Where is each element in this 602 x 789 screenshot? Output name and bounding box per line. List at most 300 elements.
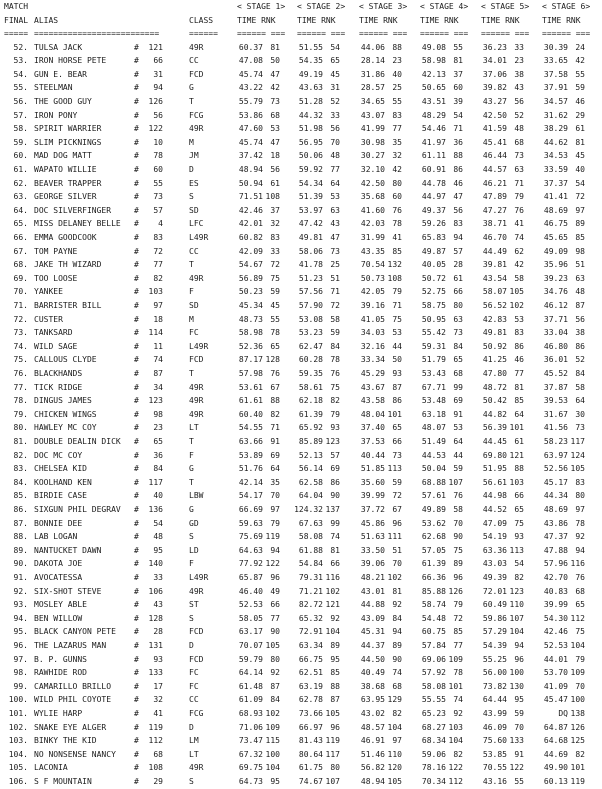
table-row (0, 190, 602, 204)
stage-6-time: 44.69 (543, 749, 568, 759)
stage-2-rank: 45 (330, 69, 340, 79)
hash-mark: # (134, 695, 139, 705)
stage-2-rank: 76 (330, 368, 340, 378)
stage-3-rank: 88 (392, 42, 402, 52)
final-rank: 95. (13, 627, 28, 637)
stage-1-time: 60.37 (238, 42, 263, 52)
stage-5-time: 60.49 (482, 600, 507, 610)
stage-2-time: 62.47 (298, 341, 323, 351)
stage-5-time: 44.57 (482, 164, 507, 174)
stage-4-time: 58.74 (421, 600, 446, 610)
stage-2-time: 59.35 (298, 368, 323, 378)
stage-1-time: 54.17 (238, 491, 263, 501)
class: FCD (189, 627, 204, 637)
stage-3-time: 31.86 (360, 69, 385, 79)
stage-3-rank: 90 (392, 654, 402, 664)
stage-4-rank: 126 (448, 586, 463, 596)
stage-6-label: < STAGE 6> (542, 2, 591, 11)
stage-2-time: 53.08 (298, 314, 323, 324)
hash-mark: # (134, 96, 139, 106)
stage-6-time: 41.09 (543, 681, 568, 691)
stage-3-rank: 73 (392, 450, 402, 460)
stage-2-rank: 71 (330, 287, 340, 297)
stage-5-time: 63.36 (482, 545, 507, 555)
stage-2-rank: 58 (330, 314, 340, 324)
stage-3-time: 51.85 (360, 464, 385, 474)
stage-6-rank: 98 (575, 246, 585, 256)
stage-4-rank: 94 (453, 232, 463, 242)
stage-5-time: 54.39 (482, 640, 507, 650)
class: M (189, 137, 194, 147)
stage-4-rank: 75 (453, 545, 463, 555)
shooter-number: 73 (153, 192, 163, 202)
stage-3-cols: TIME RNK (359, 16, 398, 25)
stage-1-rank: 68 (270, 110, 280, 120)
hash-mark: # (134, 273, 139, 283)
table-row (0, 435, 602, 449)
final-rank: 52. (13, 42, 28, 52)
stage-6-rank: 24 (575, 42, 585, 52)
stage-4-rank: 54 (453, 110, 463, 120)
stage-2-time: 56.95 (298, 137, 323, 147)
stage-5-time: 37.06 (482, 69, 507, 79)
stage-5-time: 39.81 (482, 260, 507, 270)
table-row (0, 340, 602, 354)
stage-6-rank: 38 (575, 328, 585, 338)
stage-4-rank: 92 (453, 708, 463, 718)
stage-4-rank: 107 (448, 477, 463, 487)
class: G (189, 464, 194, 474)
stage-6-rank: 124 (570, 450, 585, 460)
stage-1-rank: 80 (270, 654, 280, 664)
class: T (189, 436, 194, 446)
final-rank: 62. (13, 178, 28, 188)
stage-1-rank: 47 (270, 69, 280, 79)
stage-3-time: 56.82 (360, 763, 385, 773)
stage-2-time: 49.19 (298, 69, 323, 79)
final-rank: 79. (13, 409, 28, 419)
stage-4-time: 49.87 (421, 246, 446, 256)
final-rank: 77. (13, 382, 28, 392)
stage-2-rank: 52 (330, 96, 340, 106)
stage-6-time: 45.17 (543, 477, 568, 487)
class: FC (189, 681, 199, 691)
stage-1-rank: 90 (270, 627, 280, 637)
stage-1-time: 75.69 (238, 532, 263, 542)
class: 49R (189, 382, 204, 392)
class: ES (189, 178, 199, 188)
stage-5-rank: 59 (514, 708, 524, 718)
table-row (0, 544, 602, 558)
stage-4-time: 57.61 (421, 491, 446, 501)
table-row (0, 462, 602, 476)
stage-2-rank: 31 (330, 83, 340, 93)
stage-4-rank: 69 (453, 396, 463, 406)
stage-3-rank: 25 (392, 83, 402, 93)
stage-3-rank: 87 (392, 382, 402, 392)
stage-4-rank: 61 (453, 273, 463, 283)
stage-4-time: 58.98 (421, 56, 446, 66)
alias: BEN WILLOW (34, 613, 83, 623)
alias: SPIRIT WARRIER (34, 124, 102, 134)
alias: YANKEE (34, 287, 63, 297)
alias: DOUBLE DEALIN DICK (34, 436, 121, 446)
stage-5-rank: 61 (514, 436, 524, 446)
stage-6-time: 36.01 (543, 355, 568, 365)
stage-4-time: 50.72 (421, 273, 446, 283)
stage-1-rank: 33 (270, 246, 280, 256)
alias: MAD DOG MATT (34, 151, 92, 161)
stage-5-rank: 105 (509, 287, 524, 297)
stage-3-rank: 50 (392, 355, 402, 365)
stage-1-rank: 115 (265, 736, 280, 746)
table-row (0, 245, 602, 259)
final-rank: 55. (13, 83, 28, 93)
stage-4-time: 57.84 (421, 640, 446, 650)
final-rank: 85. (13, 491, 28, 501)
shooter-number: 94 (153, 83, 163, 93)
class: L49R (189, 572, 209, 582)
stage-3-time: 37.40 (360, 423, 385, 433)
stage-5-time: 46.44 (482, 151, 507, 161)
stage-1-rank: 84 (270, 695, 280, 705)
stage-2-time: 52.13 (298, 450, 323, 460)
stage-2-rank: 123 (325, 436, 340, 446)
stage-1-time: 45.34 (238, 300, 263, 310)
class: S (189, 532, 194, 542)
stage-5-rank: 33 (514, 42, 524, 52)
stage-4-time: 59.26 (421, 219, 446, 229)
class: 49R (189, 586, 204, 596)
class: LT (189, 423, 199, 433)
stage-3-time: 35.60 (360, 477, 385, 487)
stage-6-time: 44.62 (543, 137, 568, 147)
stage-5-time: 46.70 (482, 232, 507, 242)
stage-6-time: 49.90 (543, 763, 568, 773)
alias: IRON PONY (34, 110, 78, 120)
stage-1-time: 60.82 (238, 232, 263, 242)
stage-6-time: 44.01 (543, 654, 568, 664)
header-rule (0, 27, 602, 41)
stage-1-rank: 71 (270, 423, 280, 433)
final-rank: 63. (13, 192, 28, 202)
stage-2-time: 58.06 (298, 246, 323, 256)
stage-5-rank: 121 (509, 450, 524, 460)
hash-mark: # (134, 423, 139, 433)
alias: DOC SILVERFINGER (34, 205, 112, 215)
stage-3-time: 40.49 (360, 668, 385, 678)
stage-2-rank: 64 (330, 178, 340, 188)
shooter-number: 32 (153, 695, 163, 705)
stage-1-time: 54.55 (238, 423, 263, 433)
stage-4-time: 60.75 (421, 627, 446, 637)
class: S (189, 776, 194, 786)
stage-4-rank: 104 (448, 736, 463, 746)
stage-3-time: 39.16 (360, 300, 385, 310)
stage-2-rank: 74 (330, 532, 340, 542)
stage-4-cols: TIME RNK (420, 16, 459, 25)
shooter-number: 31 (153, 69, 163, 79)
class: LD (189, 545, 199, 555)
stage-3-rank: 59 (392, 477, 402, 487)
stage-6-time: 39.53 (543, 396, 568, 406)
table-row (0, 122, 602, 136)
alias: STEELMAN (34, 83, 73, 93)
stage-1-rank: 70 (270, 491, 280, 501)
final-rank: 74. (13, 341, 28, 351)
stage-6-rank: 55 (575, 69, 585, 79)
stage-3-time: 41.60 (360, 205, 385, 215)
hash-mark: # (134, 776, 139, 786)
stage-5-rank: 43 (514, 83, 524, 93)
stage-2-time: 51.28 (298, 96, 323, 106)
stage-6-time: 53.70 (543, 668, 568, 678)
stage-6-time: 34.53 (543, 151, 568, 161)
stage-1-time: 46.40 (238, 586, 263, 596)
stage-6-time: 45.52 (543, 368, 568, 378)
class: G (189, 504, 194, 514)
class: FC (189, 668, 199, 678)
rule-stage-6: ====== === (542, 29, 591, 38)
stage-6-rank: 52 (575, 355, 585, 365)
stage-6-rank: 126 (570, 722, 585, 732)
final-rank: 92. (13, 586, 28, 596)
alias: AVOCATESSA (34, 572, 83, 582)
stage-2-time: 71.21 (298, 586, 323, 596)
stage-1-rank: 96 (270, 572, 280, 582)
alias: BONNIE DEE (34, 518, 83, 528)
final-rank: 101. (8, 708, 28, 718)
stage-6-time: 30.39 (543, 42, 568, 52)
stage-1-rank: 108 (265, 192, 280, 202)
stage-1-time: 87.17 (238, 355, 263, 365)
shooter-number: 98 (153, 409, 163, 419)
hash-mark: # (134, 736, 139, 746)
stage-3-rank: 79 (392, 287, 402, 297)
alias: BINKY THE KID (34, 736, 97, 746)
stage-6-time: 34.76 (543, 287, 568, 297)
stage-1-rank: 32 (270, 219, 280, 229)
final-rank: 96. (13, 640, 28, 650)
stage-1-rank: 42 (270, 83, 280, 93)
stage-1-rank: 104 (265, 763, 280, 773)
final-rank: 86. (13, 504, 28, 514)
alias: DINGUS JAMES (34, 396, 92, 406)
shooter-number: 78 (153, 151, 163, 161)
hash-mark: # (134, 532, 139, 542)
stage-5-rank: 91 (514, 749, 524, 759)
stage-6-time: 52.56 (543, 464, 568, 474)
stage-4-rank: 91 (453, 409, 463, 419)
stage-1-time: 52.36 (238, 341, 263, 351)
stage-4-time: 54.48 (421, 613, 446, 623)
stage-5-time: 56.39 (482, 423, 507, 433)
shooter-number: 119 (148, 722, 163, 732)
stage-6-rank: 30 (575, 409, 585, 419)
hash-mark: # (134, 708, 139, 718)
stage-2-rank: 105 (325, 708, 340, 718)
stage-4-rank: 109 (448, 654, 463, 664)
table-row (0, 231, 602, 245)
final-rank: 100. (8, 695, 28, 705)
stage-5-rank: 56 (514, 96, 524, 106)
shooter-number: 103 (148, 287, 163, 297)
stage-1-rank: 59 (270, 287, 280, 297)
stage-5-rank: 85 (514, 396, 524, 406)
hash-mark: # (134, 559, 139, 569)
stage-3-rank: 132 (387, 260, 402, 270)
table-row (0, 367, 602, 381)
alias: RAWHIDE ROD (34, 668, 87, 678)
stage-2-time: 62.18 (298, 396, 323, 406)
stage-3-time: 28.14 (360, 56, 385, 66)
stage-2-time: 65.32 (298, 613, 323, 623)
final-rank: 64. (13, 205, 28, 215)
stage-4-time: 49.08 (421, 42, 446, 52)
alias: SIXGUN PHIL DEGRAV (34, 504, 121, 514)
stage-2-rank: 59 (330, 328, 340, 338)
shooter-number: 48 (153, 532, 163, 542)
stage-5-rank: 130 (509, 681, 524, 691)
stage-4-time: 44.78 (421, 178, 446, 188)
stage-2-time: 65.92 (298, 423, 323, 433)
hash-mark: # (134, 151, 139, 161)
shooter-number: 55 (153, 178, 163, 188)
stage-1-rank: 50 (270, 56, 280, 66)
final-rank: 70. (13, 287, 28, 297)
stage-6-rank: 104 (570, 640, 585, 650)
alias: LAB LOGAN (34, 532, 78, 542)
stage-4-rank: 74 (453, 695, 463, 705)
stage-1-time: 58.05 (238, 613, 263, 623)
alias: WAPATO WILLIE (34, 164, 97, 174)
shooter-number: 108 (148, 763, 163, 773)
stage-4-time: 78.16 (421, 763, 446, 773)
stage-6-rank: 97 (575, 504, 585, 514)
class: JM (189, 151, 199, 161)
stage-6-time: 48.69 (543, 504, 568, 514)
final-rank: 94. (13, 613, 28, 623)
stage-4-time: 70.34 (421, 776, 446, 786)
stage-3-time: 32.16 (360, 341, 385, 351)
stage-4-rank: 77 (453, 640, 463, 650)
stage-6-time: 31.62 (543, 110, 568, 120)
stage-5-rank: 64 (514, 409, 524, 419)
stage-5-rank: 83 (514, 328, 524, 338)
stage-5-time: 51.95 (482, 464, 507, 474)
stage-3-time: 39.99 (360, 491, 385, 501)
stage-2-time: 51.23 (298, 273, 323, 283)
stage-4-time: 65.23 (421, 708, 446, 718)
stage-2-rank: 53 (330, 192, 340, 202)
stage-5-time: 72.01 (482, 586, 507, 596)
alias: LACONIA (34, 763, 68, 773)
stage-1-time: 73.47 (238, 736, 263, 746)
stage-3-time: 35.68 (360, 192, 385, 202)
class: T (189, 260, 194, 270)
table-row (0, 381, 602, 395)
stage-6-time: 33.65 (543, 56, 568, 66)
hash-mark: # (134, 110, 139, 120)
hash-mark: # (134, 504, 139, 514)
stage-2-rank: 80 (330, 763, 340, 773)
stage-1-rank: 72 (270, 260, 280, 270)
table-row (0, 625, 602, 639)
stage-2-rank: 117 (325, 749, 340, 759)
stage-3-time: 43.01 (360, 586, 385, 596)
stage-5-cols: TIME RNK (481, 16, 520, 25)
stage-3-rank: 120 (387, 763, 402, 773)
stage-5-rank: 75 (514, 518, 524, 528)
shooter-number: 56 (153, 110, 163, 120)
stage-4-time: 58.75 (421, 300, 446, 310)
stage-3-time: 44.37 (360, 640, 385, 650)
stage-6-rank: 68 (575, 586, 585, 596)
stage-5-time: 43.99 (482, 708, 507, 718)
final-rank: 81. (13, 436, 28, 446)
rule-stage-5: ====== === (481, 29, 530, 38)
stage-2-time: 63.19 (298, 681, 323, 691)
shooter-number: 87 (153, 368, 163, 378)
shooter-number: 68 (153, 749, 163, 759)
stage-2-rank: 33 (330, 110, 340, 120)
stage-3-time: 33.34 (360, 355, 385, 365)
rule-final: ===== (4, 29, 29, 38)
stage-4-rank: 101 (448, 681, 463, 691)
stage-5-time: 49.39 (482, 572, 507, 582)
shooter-number: 72 (153, 246, 163, 256)
stage-3-rank: 82 (392, 708, 402, 718)
stage-4-time: 50.04 (421, 464, 446, 474)
class: CC (189, 695, 199, 705)
stage-1-time: 66.69 (238, 504, 263, 514)
stage-1-rank: 73 (270, 96, 280, 106)
stage-3-time: 37.53 (360, 436, 385, 446)
shooter-number: 77 (153, 260, 163, 270)
stage-6-time: 39.99 (543, 600, 568, 610)
stage-4-rank: 46 (453, 178, 463, 188)
stage-5-rank: 82 (514, 572, 524, 582)
class: 49R (189, 763, 204, 773)
class: CC (189, 246, 199, 256)
stage-1-time: 68.93 (238, 708, 263, 718)
stage-4-time: 85.88 (421, 586, 446, 596)
stage-1-time: 59.63 (238, 518, 263, 528)
stage-6-rank: 101 (570, 763, 585, 773)
stage-4-rank: 65 (453, 355, 463, 365)
stage-5-time: 55.25 (482, 654, 507, 664)
stage-3-time: 45.29 (360, 368, 385, 378)
stage-5-rank: 113 (509, 545, 524, 555)
final-rank: 88. (13, 532, 28, 542)
stage-2-time: 58.61 (298, 382, 323, 392)
stage-2-time: 60.28 (298, 355, 323, 365)
stage-4-time: 50.95 (421, 314, 446, 324)
stage-5-rank: 71 (514, 178, 524, 188)
stage-6-time: 44.34 (543, 491, 568, 501)
stage-5-rank: 88 (514, 464, 524, 474)
final-rank: 58. (13, 124, 28, 134)
hash-mark: # (134, 640, 139, 650)
hash-mark: # (134, 409, 139, 419)
hash-mark: # (134, 668, 139, 678)
final-rank: 98. (13, 668, 28, 678)
stage-3-rank: 102 (387, 572, 402, 582)
stage-5-label: < STAGE 5> (481, 2, 530, 11)
stage-3-time: 42.50 (360, 178, 385, 188)
stage-2-rank: 96 (330, 722, 340, 732)
stage-3-rank: 108 (387, 273, 402, 283)
